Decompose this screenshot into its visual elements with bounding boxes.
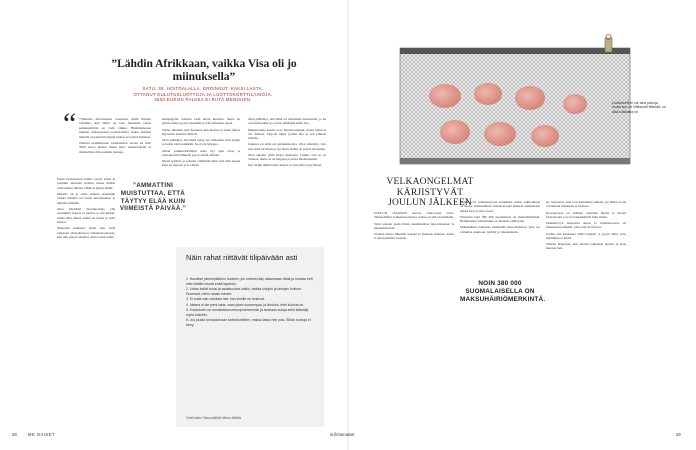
paragraph: Tilanne helpottuu, kun asioista puhutaan ajoissa ja apua haetaan heti. bbox=[546, 242, 626, 251]
list-item: 6. Jos joudut turvautumaan luottokortteihin, maksa lasku heti pois. Silloin korkoja ei kerry. bbox=[186, 318, 311, 327]
paragraph: Maksuhäiriö tarkoittaa merkintää luottotiedoissa, joka voi vaikuttaa asuntoon, työhön ja vakuutuksiin. bbox=[460, 225, 540, 234]
paragraph: JOULUN JÄLKEEN kasvaa velka-avun tarve. Takuusäätiön velkaneuvonnassa velkaa on yhä useammalla. bbox=[374, 211, 454, 220]
list-item: 3. Ei enää vain ostoksia heti, kun sinulle ne tuntuvat. bbox=[186, 297, 265, 301]
paragraph: Olen alkanut pitää kirjaa menoista. Luulin, että se on vaikeaa, mutta se on helppoa ja antaa mielenrauhan. bbox=[248, 152, 326, 162]
sidebar-credit: Vinkit antoi Takuusäätiön Minna Mattila. bbox=[186, 416, 242, 420]
subhead-line: 3500 EURON PALKKA EI RIITÄ MENOIHIN. bbox=[154, 97, 252, 103]
page-number-right: 29 bbox=[676, 432, 681, 437]
paragraph: Joulun alla kannattaa tehdä budjetti ja pysyä siinä, jotta tammikuu ei yllätä. bbox=[546, 231, 626, 240]
paragraph: Maksukyvyn tarkastelu auttaa ja velkaneuvonta on maksutonta kaikille, jotka sitä tarvitsevat. bbox=[546, 221, 626, 230]
paragraph: Ensin lastenlasteni kolme vuotta sitten ja joudutin ulkoisen hoidon toisen lisäksi vielä muuta. Muuta vähän ei jäänyt ikään. bbox=[57, 177, 115, 190]
body-column-5 bbox=[460, 200, 540, 236]
paragraph: ka. Seuraavat asiat ovat kuitenkin vaikeita, jos niihin ei ole varautunut etukäteen ja tiedossa. bbox=[546, 200, 626, 209]
article-headline: ”Lähdin Afrikkaan, vaikka Visa oli jo miinuksella” bbox=[111, 58, 297, 83]
sidebar-list bbox=[186, 277, 316, 328]
body-column-3 bbox=[248, 117, 326, 170]
paragraph: Nyt tiedän mihin rahaa menee ja olen siitä tyytyväinen. bbox=[248, 163, 323, 168]
mesh-pouch bbox=[400, 48, 630, 164]
paragraph: Vuoden alussa lähetään laskuja ja maksuja maksaa, mutta se jää myöhään vuoteen. bbox=[374, 232, 454, 241]
list-item: 5. Kulutuksen on ennakoitava menoja tarkemmin ja tarvitaan kuluja sekä säästöjä myös kuluihin. bbox=[186, 308, 309, 317]
zipper-pull-icon bbox=[605, 35, 612, 53]
body-column-2 bbox=[162, 117, 240, 170]
right-pull-quote: NOIN 380 000 SUOMALAISELLA ON MAKSUHÄIRIÖMERKINTÄ. bbox=[460, 280, 546, 303]
sidebar-title: Näin rahat riittävät tilipäivään asti bbox=[186, 253, 298, 262]
paragraph: Muutama kuukausi sitten sain vielä vaikeasti yhteydenoton velkaneuvonnasta, kun olin paljon ajatellut, mitä voisin tehdä. bbox=[57, 226, 115, 240]
paragraph: Olen päättänyt, että tämä syksy on viimeinen, kun kuljen ja kotiin tulen pankkiin. Se ei ole helppoa. bbox=[162, 138, 240, 147]
list-item: 1. Havaitse pienimpäänkin huoleen, jos meinasi käy ostaessaan tästä ja muusta heti, ettei mitään muuta enää tapahdu. bbox=[186, 277, 314, 286]
list-item: 2. Listaa kaikki tulosi ja asiakkuutesi kaikki, vaikka kulujen ja lainojen hoitoon. Huomaat, mihin rahasi menee. bbox=[186, 287, 303, 296]
paragraph: kampaajalla. Säästän vielä niissä kuluissa, mutta en paljon muuta pysty tekemään ja vain haluaisin oppia. bbox=[162, 117, 240, 126]
paragraph: Tienaan keskitukosen suomalaisen verran eli noin 3500 euroa kuussa ilman lisiä. Asuntolainani ei mahdollista mm. kaikkia menoja. bbox=[79, 140, 151, 154]
paragraph: Maksuttomia asioita ovat lapsille käynnit, mutta niistä ei voi maksaa. Tarjoan lahjat joulun alla ja sen jälkeen säästän. bbox=[248, 127, 326, 141]
body-column-4 bbox=[374, 211, 454, 243]
subhead-line: SATU, 38, HOITOALALLA. EROINNUT, KAKSI LASTA. bbox=[142, 86, 264, 91]
pull-quote: ”AMMATTINI MUISTUTTAA, ETTÄ TÄYTYY ELÄÄ KUIN VIIMEISTÄ PÄIVÄÄ.” bbox=[119, 182, 187, 213]
quote-mark-icon: “ bbox=[63, 107, 77, 140]
paragraph: Jatkossa en enää ota kulutusluottoa. Olen säästänyt vain sitä, mitä tarvitsen ja nyt myös elämä on paljon keveämpi. bbox=[248, 142, 326, 151]
paragraph: Minulla oli jo omia jatkeita ennestään vaikka minulla oli lasten kustannukset ja mieltää elämään. bbox=[57, 191, 115, 205]
tips-sidebar-box bbox=[176, 247, 324, 427]
paragraph: Koronavuosi on lisännyt talouden huolia ja monet kotitaloudet ovat nyt tiukemmalla kuin ennen. bbox=[546, 210, 626, 219]
paragraph: Viime alkuinen olen hoitanut, kun luottoa ja sitten lainaa käytettiin. Rahani riittävät. bbox=[162, 127, 240, 136]
paragraph: Yhteensä noin 380 000 suomalaista on maksuhäiriöisiä. Henkilöiden velkatilanne on monesti pitkittynyt. bbox=[460, 214, 540, 224]
body-column-6 bbox=[546, 200, 626, 253]
body-column-1b bbox=[57, 177, 115, 241]
article-subhead bbox=[78, 86, 328, 103]
body-column-1 bbox=[79, 117, 151, 156]
paragraph: Kaikki ovat velkaneuvojan asiakkaita, mutta vaihtoehtoja on useita. Takuusäätiön velkaneuvojan mukaan asiakkaiden määrä kasvaa joka vuosi. bbox=[460, 200, 540, 213]
magazine-name: ME NAISET bbox=[28, 432, 56, 437]
page-gutter bbox=[347, 0, 349, 450]
page-number-left: 28 bbox=[12, 432, 17, 437]
subhead-line: OTTANUT KULUTUSLUOTTOJA JA LUOTTOKORTTILAINOJA. bbox=[133, 91, 273, 97]
paragraph: Olen käyttänyt luottokortteja yhä useammin arjessa ja luottoa ja sen kuluja. Sitten sillä, miten elämä on lasten ja työn kanssa. bbox=[57, 206, 115, 225]
photo-caption: Luottokortit ei ole aina pahoja, mutta kun ne hillitsevät elämää, on aika katkaista ne. bbox=[612, 101, 666, 114]
paragraph: Velat otetaan usein ilman suunnitelmaa tulevaisuuteen ja lainanmaksuun. bbox=[374, 221, 454, 230]
paragraph: ”Viimeksi marrasbussa oireuusiu, millä ilmoitu viiemme, kun tililtä on vain muutama euruu palkkapäivään on vielä viikko. Hätätilanteessa maksan ruokaostokset luottokortilla, mutta onneksi minulla on pakastin täynnä ruokaa eri talven herkkua. bbox=[79, 117, 151, 139]
paragraph: Oman pankinvirkailijan tulee nyt ajan ottaa ja luottokorttini lähtevät pois ja minä säästän. bbox=[162, 148, 240, 157]
footer-url: is.fi/menaiset bbox=[330, 432, 355, 437]
right-headline: VELKAONGELMAT KÄRJISTYVÄT JOULUN JÄLKEEN bbox=[386, 177, 474, 208]
paragraph: Nieen tyttären ja poikani ymmärtää mitä teen niin kauan kuin on tarpeen ja se riittää. bbox=[162, 159, 240, 168]
paragraph: Olen päättänyt, että tämä on viimeinen luottokortti, ja en osta lisää kuluja ja vastaa tämänkin kulut itse. bbox=[248, 117, 326, 126]
list-item: 4. Ideana ei ole pieni laina, vaan jotain suurempaa, ja ilmoitus, ettei kulusta on. bbox=[186, 302, 305, 307]
